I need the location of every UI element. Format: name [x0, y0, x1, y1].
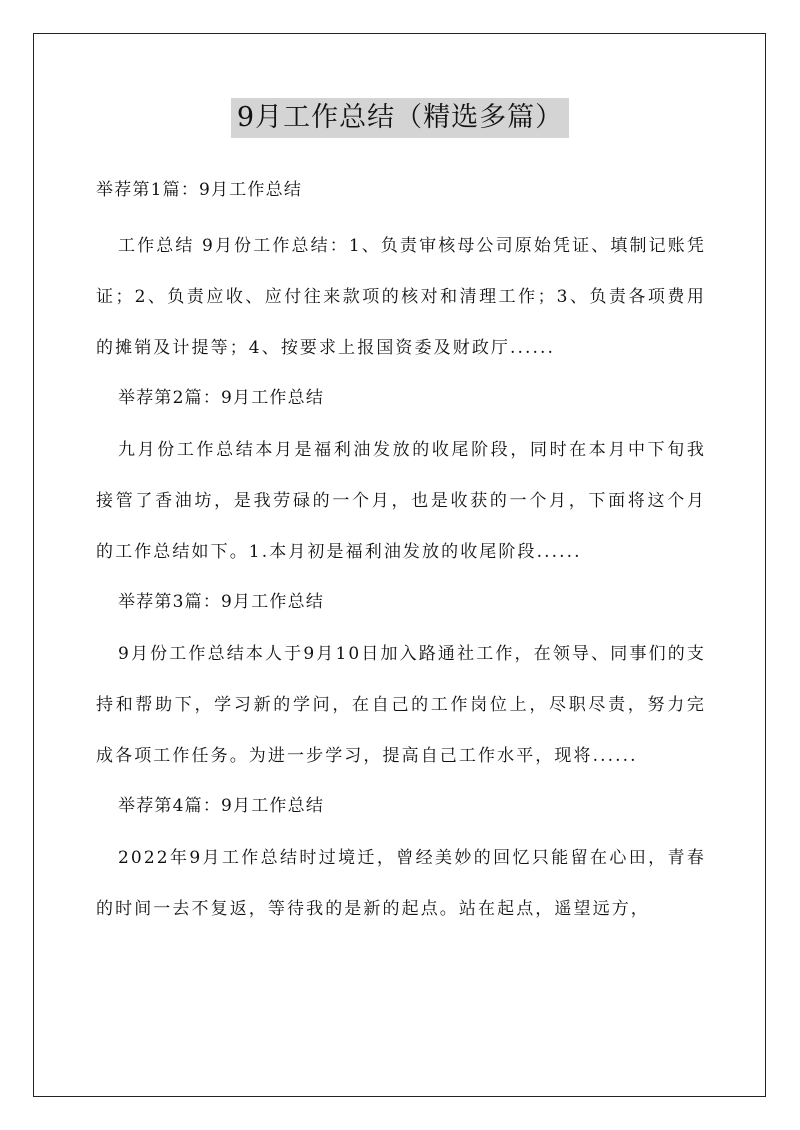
section-3-heading: 举荐第3篇：9月工作总结 — [118, 592, 325, 612]
title-container — [0, 98, 800, 138]
section-2-paragraph: 九月份工作总结本月是福利油发放的收尾阶段，同时在本月中下旬我接管了香油坊，是我劳碌的一个月，也是收获的一个月，下面将这个月的工作总结如下。1.本月初是福利油发放的收尾阶段...... — [96, 440, 706, 562]
section-4-heading: 举荐第4篇：9月工作总结 — [118, 796, 325, 816]
section-3-paragraph: 9月份工作总结本人于9月10日加入路通社工作，在领导、同事们的支持和帮助下，学习新的学问，在自己的工作岗位上，尽职尽责，努力完成各项工作任务。为进一步学习，提高自己工作水平，现将...... — [96, 644, 706, 766]
section-4-paragraph: 2022年9月工作总结时过境迁，曾经美妙的回忆只能留在心田，青春的时间一去不复返，等待我的是新的起点。站在起点，遥望远方， — [96, 848, 706, 919]
section-1-paragraph: 工作总结 9月份工作总结：1、负责审核母公司原始凭证、填制记账凭证；2、负责应收、应付往来款项的核对和清理工作；3、负责各项费用的摊销及计提等；4、按要求上报国资委及财政厅...... — [96, 236, 706, 358]
section-1-heading: 举荐第1篇：9月工作总结 — [96, 180, 303, 200]
document-title: 9月工作总结（精选多篇） — [231, 98, 569, 138]
section-2-heading: 举荐第2篇：9月工作总结 — [118, 388, 325, 408]
document-body — [96, 162, 706, 937]
